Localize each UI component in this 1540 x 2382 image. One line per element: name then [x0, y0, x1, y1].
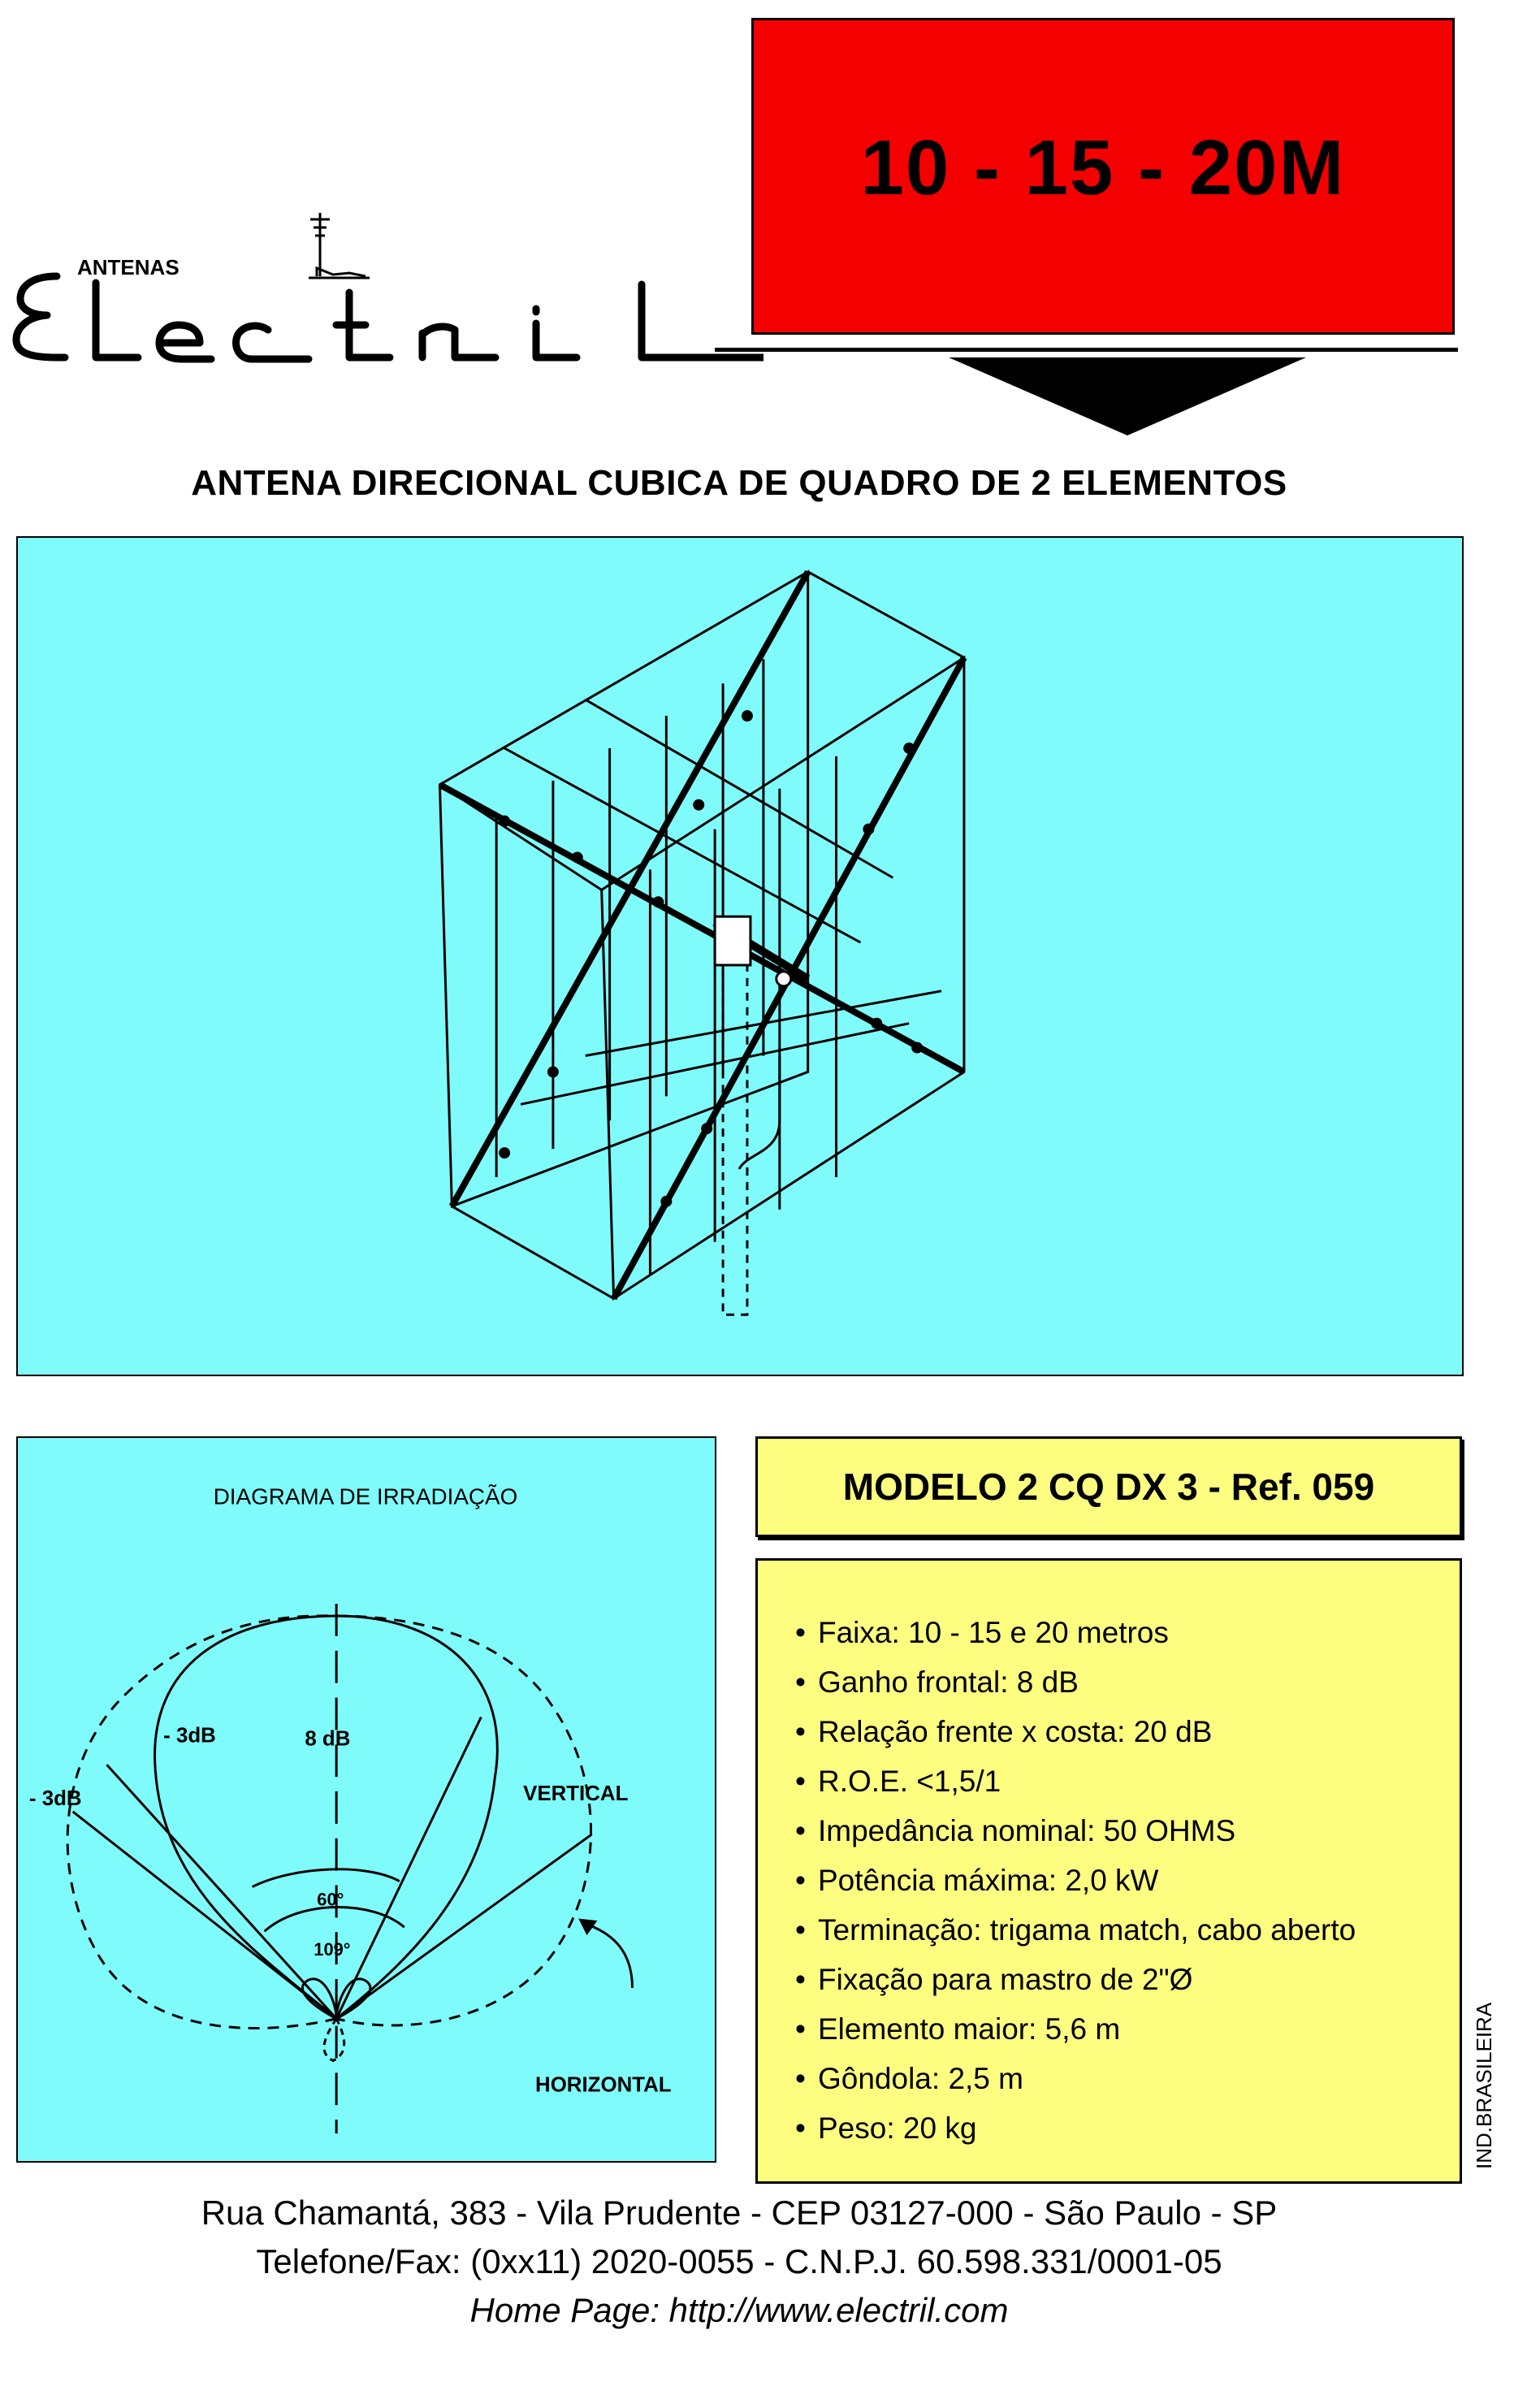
spec-item: • Elemento maior: 5,6 m: [795, 2012, 1121, 2046]
radiation-pattern-chart: [18, 1438, 715, 2161]
spec-item: • Faixa: 10 - 15 e 20 metros: [795, 1616, 1169, 1649]
gain-label: 8 dB: [305, 1727, 351, 1751]
vertical-label: VERTICAL: [523, 1782, 629, 1805]
spec-item: • Relação frente x costa: 20 dB: [795, 1715, 1213, 1748]
footer-address: Rua Chamantá, 383 - Vila Prudente - CEP 03127-000 - São Paulo - SP: [201, 2194, 1278, 2232]
model-box: [755, 1436, 1462, 1537]
spec-item: • Fixação para mastro de 2"Ø: [795, 1963, 1193, 1996]
minus3db-outer-label: - 3dB: [28, 1786, 82, 1810]
spec-item: • R.O.E. <1,5/1: [795, 1765, 1001, 1798]
diagram-title: DIAGRAMA DE IRRADIAÇÃO: [213, 1483, 518, 1509]
spec-item: • Ganho frontal: 8 dB: [795, 1665, 1079, 1699]
model-title: MODELO 2 CQ DX 3 - Ref. 059: [842, 1466, 1375, 1508]
spec-item: • Peso: 20 kg: [795, 2111, 977, 2145]
header-rule: [715, 348, 1458, 352]
side-origin-text: [1462, 1966, 1511, 2177]
spec-item: • Potência máxima: 2,0 kW: [795, 1864, 1159, 1897]
radiation-diagram-panel: [16, 1436, 716, 2163]
footer-phone: Telefone/Fax: (0xx11) 2020-0055 - C.N.P.J. 60.598.331/0001-05: [256, 2242, 1222, 2280]
band-box: [751, 18, 1455, 335]
spec-item: • Terminação: trigama match, cabo aberto: [795, 1913, 1356, 1947]
band-title: 10 - 15 - 20M: [860, 124, 1346, 211]
origin-label: IND.BRASILEIRA: [1472, 2002, 1496, 2169]
brand-prefix: ANTENAS: [77, 255, 180, 279]
spec-item: • Impedância nominal: 50 OHMS: [795, 1814, 1236, 1847]
cubical-quad-antenna-drawing: [18, 538, 1462, 1375]
footer-homepage-link[interactable]: Home Page: http://www.electril.com: [469, 2291, 1009, 2329]
angle-109-label: 109°: [314, 1939, 351, 1960]
antenna-mast-icon: [309, 213, 370, 278]
horizontal-label: HORIZONTAL: [535, 2073, 672, 2097]
brand-logo-art: [8, 195, 764, 374]
antenna-illustration-panel: [16, 536, 1464, 1376]
spec-item: • Gôndola: 2,5 m: [795, 2062, 1023, 2095]
minus3db-inner-label: - 3dB: [163, 1724, 216, 1748]
specs-box: [755, 1558, 1462, 2184]
down-arrow-icon: [949, 357, 1306, 435]
brand-logo: [8, 195, 764, 374]
horizontal-pattern-lobe: [67, 1616, 590, 2029]
brand-name: Electril: [8, 195, 11, 196]
specs-list: [795, 1608, 1460, 2153]
brand-wordmark: [16, 276, 764, 359]
page-headline: ANTENA DIRECIONAL CUBICA DE QUADRO DE 2 ELEMENTOS: [191, 463, 1287, 503]
angle-60-label: 60°: [317, 1889, 344, 1910]
